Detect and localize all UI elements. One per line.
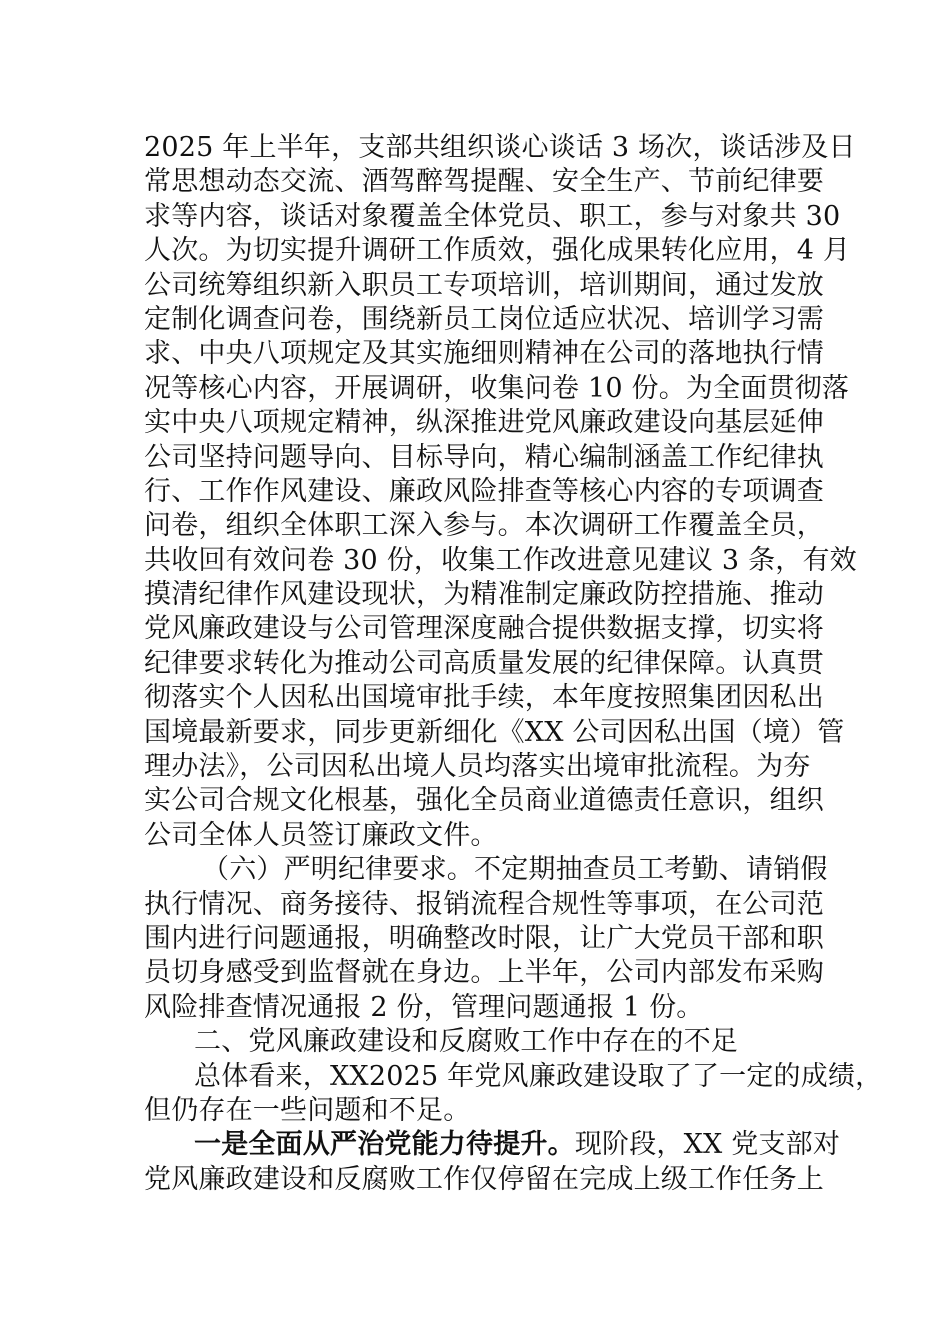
text-line: 求、中央八项规定及其实施细则精神在公司的落地执行情	[144, 338, 824, 370]
text-line: 执行情况、商务接待、报销流程合规性等事项，在公司范	[144, 888, 824, 920]
text-line-continuation: 现阶段，XX 党支部对	[574, 1129, 841, 1161]
text-line: 问卷，组织全体职工深入参与。本次调研工作覆盖全员，	[144, 510, 824, 542]
text-line: 求等内容，谈话对象覆盖全体党员、职工，参与对象共 30	[144, 200, 841, 232]
text-line: 员切身感受到监督就在身边。上半年，公司内部发布采购	[144, 957, 824, 989]
text-line: 理办法》，公司因私出境人员均落实出境审批流程。为夯	[144, 751, 811, 783]
text-line: 风险排查情况通报 2 份，管理问题通报 1 份。	[144, 991, 704, 1023]
section-heading-six: （六）严明纪律要求。不定期抽查员工考勤、请销假	[202, 854, 828, 886]
text-line: 围内进行问题通报，明确整改时限，让广大党员干部和职	[144, 922, 824, 954]
text-line: 实公司合规文化根基，强化全员商业道德责任意识，组织	[144, 785, 824, 817]
text-line: 定制化调查问卷，围绕新员工岗位适应状况、培训学习需	[144, 303, 824, 335]
text-line: 常思想动态交流、酒驾醉驾提醒、安全生产、节前纪律要	[144, 166, 824, 198]
text-line: 况等核心内容，开展调研，收集问卷 10 份。为全面贯彻落	[144, 372, 850, 404]
text-line: 总体看来，XX2025 年党风廉政建设取了了一定的成绩，	[194, 1060, 883, 1092]
text-line	[144, 1128, 841, 1162]
text-line: 摸清纪律作风建设现状，为精准制定廉政防控措施、推动	[144, 579, 824, 611]
section-heading-two: 二、党风廉政建设和反腐败工作中存在的不足	[194, 1026, 738, 1058]
text-line: 人次。为切实提升调研工作质效，强化成果转化应用，4 月	[144, 235, 851, 267]
text-line: 公司坚持问题导向、目标导向，精心编制涵盖工作纪律执	[144, 441, 824, 473]
text-line: 实中央八项规定精神，纵深推进党风廉政建设向基层延伸	[144, 407, 824, 439]
text-line: 2025 年上半年，支部共组织谈心谈话 3 场次，谈话涉及日	[144, 132, 856, 163]
text-line: 公司全体人员签订廉政文件。	[144, 819, 498, 851]
text-line: 公司统筹组织新入职员工专项培训，培训期间，通过发放	[144, 269, 824, 301]
text-line: 行、工作作风建设、廉政风险排查等核心内容的专项调查	[144, 475, 824, 507]
text-line: 党风廉政建设和反腐败工作仅停留在完成上级工作任务上	[144, 1163, 824, 1195]
text-line: 共收回有效问卷 30 份，收集工作改进意见建议 3 条，有效	[144, 544, 857, 576]
bold-lead-text: 一是全面从严治党能力待提升。	[194, 1129, 575, 1161]
text-line: 国境最新要求，同步更新细化《XX 公司因私出国（境）管	[144, 716, 845, 748]
text-line: 彻落实个人因私出国境审批手续，本年度按照集团因私出	[144, 682, 824, 714]
text-line: 党风廉政建设与公司管理深度融合提供数据支撑，切实将	[144, 613, 824, 645]
document-body	[144, 131, 883, 1197]
text-line: 但仍存在一些问题和不足。	[144, 1094, 471, 1126]
text-line: 纪律要求转化为推动公司高质量发展的纪律保障。认真贯	[144, 647, 824, 679]
